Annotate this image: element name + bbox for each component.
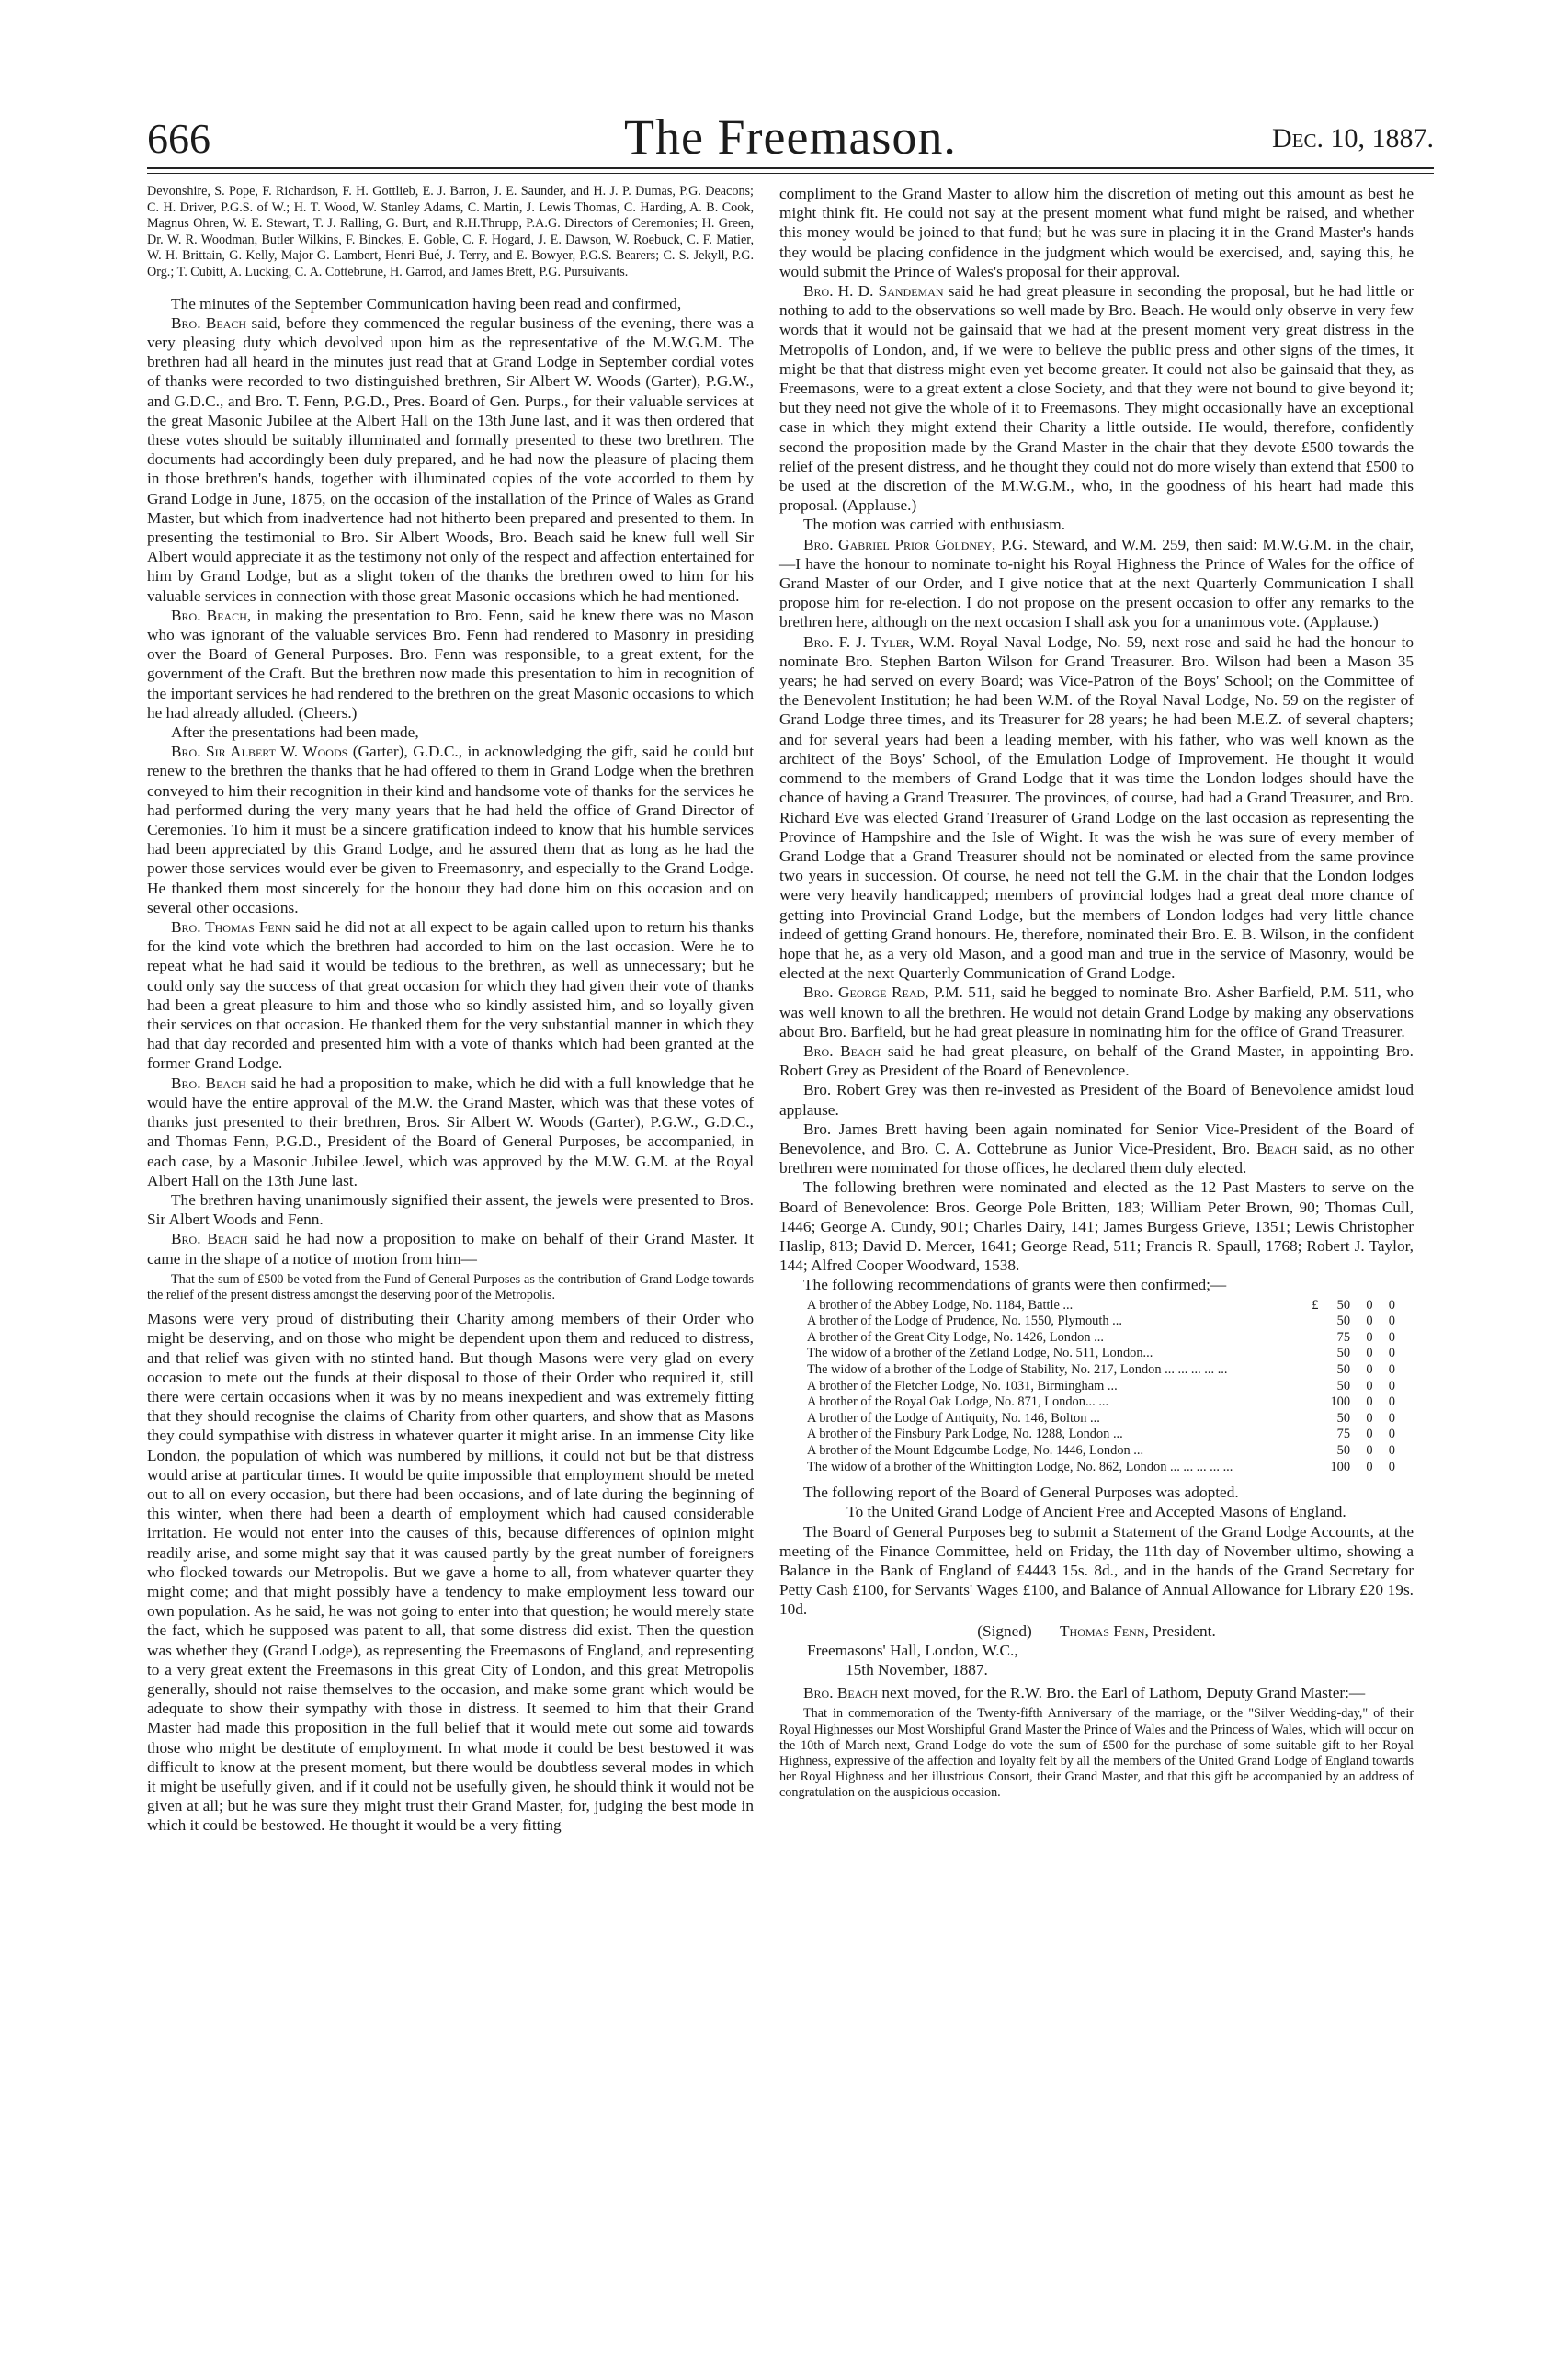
speaker-name: Bro. Beach [803, 1041, 881, 1060]
grant-currency [1303, 1330, 1322, 1347]
grant-pounds: 50 [1336, 1361, 1351, 1377]
paragraph: The motion was carried with enthusiasm. [803, 516, 1066, 534]
grant-shillings: 0 [1366, 1427, 1373, 1442]
paragraph: The brethren having unanimously signified their assent, the jewels were presented to Bros. Sir Albert Woods and Fenn. [147, 1190, 754, 1229]
signature-line: (Signed) Thomas Fenn, President. [977, 1621, 1216, 1640]
grant-currency [1303, 1443, 1322, 1460]
masthead-rule [147, 167, 1434, 169]
grant-shillings: 0 [1366, 1394, 1373, 1410]
grant-currency [1303, 1411, 1322, 1428]
speaker-name: Beach [1256, 1139, 1298, 1157]
grant-pence: 0 [1388, 1427, 1395, 1442]
right-column [779, 184, 1414, 1807]
grant-pence: 0 [1388, 1297, 1395, 1313]
paragraph: The following recommendations of grants were then confirmed;— [803, 1276, 1227, 1294]
grant-pounds: 50 [1336, 1442, 1351, 1458]
grant-currency: £ [1312, 1297, 1319, 1313]
grant-pence: 0 [1388, 1410, 1395, 1426]
paragraph: Bro. Sir Albert W. Woods (Garter), G.D.C., in acknowledging the gift, said he could but renew to the brethren the thanks that he had offered to them in Grand Lodge when the brethren conveyed to him their recognition in their kind and handsome vote of thanks for the services he had performed during the very many years that he had held the office of Grand Director of Ceremonies. To him it must be a sincere gratification indeed to know that his humble services had been appreciated by this Grand Lodge, and he assured them that as long as he had the power those services would ever be given to Freemasonry, and especially to the Grand Lodge. He thanked them most sincerely for the honour they had done him on this occasion and on several other occasions. [147, 743, 754, 916]
masthead-rule-thin [147, 173, 1434, 174]
speaker-name: Bro. Sir Albert W. Woods [171, 743, 348, 761]
speaker-name: Bro. Beach [803, 1684, 879, 1702]
grant-currency [1303, 1346, 1322, 1362]
paragraph: Bro. Gabriel Prior Goldney, P.G. Steward, and W.M. 259, then said: M.W.G.M. in the chair,—I have the honour to nominate to-night his Royal Highness the Prince of Wales for the office of Grand Master of our Order, and I give notice that at the next Quarterly Communication I shall propose him for re-election. I do not propose on the present occasion to offer any remarks to the brethren here, although on the next occasion I shall ask you for a unanimous vote. (Applause.) [779, 535, 1414, 631]
officers-list: Devonshire, S. Pope, F. Richardson, F. H. Gottlieb, E. J. Barron, J. E. Saunder, and H. J. P. Dumas, P.G. Deacons; C. H. Driver, P.G.S. of W.; H. T. Wood, W. Stanley Adams, C. Martin, J. Lewis Thomas, C. Harding, A. B. Cook, Magnus Ohren, W. E. Stewart, T. J. Ralling, G. Burt, and R.H.Thrupp, P.A.G. Directors of Ceremonies; H. Green, Dr. W. R. Woodman, Butler Wilkins, F. Binckes, E. Goble, C. F. Hogard, J. E. Dawson, W. Roebuck, C. F. Matier, W. H. Brittain, G. Kelly, Major G. Lambert, Henri Bué, J. Terry, and E. Bowyer, P.G.S. Bearers; C. S. Jekyll, P.G. Org.; T. Cubitt, A. Lucking, C. A. Cottebrune, H. Garrod, and James Brett, P.G. Pursuivants. [147, 184, 754, 279]
grant-description: A brother of the Lodge of Antiquity, No. 146, Bolton ... [807, 1410, 1100, 1426]
grant-shillings: 0 [1366, 1378, 1373, 1393]
paragraph: Bro. Beach said he had great pleasure, on behalf of the Grand Master, in appointing Bro. Robert Grey as President of the Board of Benevolence. [779, 1041, 1414, 1080]
paragraph: Bro. F. J. Tyler, W.M. Royal Naval Lodge, No. 59, next rose and said he had the honour to nominate Bro. Stephen Barton Wilson for Grand Treasurer. Bro. Wilson had been a Mason 35 years; he had served on every Board; was Vice-Patron of the Boys' School; on the Committee of the Benevolent Institution; he had been W.M. of the Royal Naval Lodge, No. 59 on the register of Grand Lodge three times, and its Treasurer for 28 years; he had been M.E.Z. of several chapters; and for several years had been a leading member, with his father, who was well known as the architect of the Boys' School, of the Emulation Lodge of Improvement. He thought it would commend to the members of Grand Lodge that it was time the London lodges should have the chance of having a Grand Treasurer. The provinces, of course, had had a Grand Treasurer, and Bro. Richard Eve was elected Grand Treasurer of Grand Lodge on the last occasion as representing the Province of Hampshire and the Isle of Wight. It was the wish he was sure of every member of Grand Lodge that a Grand Treasurer should not be nominated or elected from the same province two years in succession. Of course, he need not tell the G.M. in the chair that the London lodges were very heavily handicapped; members of provincial lodges had a great deal more chance of getting into Provincial Grand Lodge, but the members of London lodges had very little chance indeed of getting Grand honours. He, therefore, nominated their Bro. E. B. Wilson, in the confident hope that he, as a very old Mason, and a good man and true in the service of Masonry, would be elected at the next Quarterly Communication of Grand Lodge. [779, 632, 1415, 983]
paragraph: The Board of General Purposes beg to submit a Statement of the Grand Lodge Accounts, at the meeting of the Finance Committee, held on Friday, the 11th day of November ultimo, showing a Balance in the Bank of England of £4443 15s. 8d., and in the hands of the Grand Secretary for Petty Cash £100, for Servants' Wages £100, and Balance of Annual Allowance for Library £20 19s. 10d. [779, 1522, 1414, 1619]
paragraph: The minutes of the September Communication having been read and confirmed, [171, 294, 682, 313]
paragraph: The following brethren were nominated and elected as the 12 Past Masters to serve on the Board of Benevolence: Bros. George Pole Britten, 183; William Peter Brown, 90; Thomas Cull, 1446; George A. Cundy, 901; Charles Dairy, 141; James Burgess Grieve, 1351; Lewis Christopher Haslip, 813; David D. Mercer, 1641; George Read, 511; Francis R. Spaull, 1768; Robert J. Taylor, 144; Alfred Cooper Woodward, 1538. [779, 1178, 1414, 1275]
grant-row [807, 1330, 1395, 1347]
grant-pounds: 50 [1336, 1378, 1351, 1393]
report-heading: To the United Grand Lodge of Ancient Free and Accepted Masons of England. [846, 1503, 1346, 1521]
grant-description: A brother of the Fletcher Lodge, No. 1031, Birmingham ... [807, 1378, 1118, 1393]
grant-shillings: 0 [1366, 1410, 1373, 1426]
paragraph: Bro. Robert Grey was then re-invested as President of the Board of Benevolence amidst loud applause. [779, 1081, 1414, 1119]
issue-date: Dec. 10, 1887. [1272, 123, 1434, 154]
grant-pounds: 50 [1336, 1314, 1351, 1329]
grant-pence: 0 [1388, 1346, 1395, 1361]
grant-shillings: 0 [1366, 1297, 1373, 1313]
grant-pounds: 50 [1336, 1297, 1351, 1313]
paragraph: Bro. Thomas Fenn said he did not at all expect to be again called upon to return his thanks for the kind vote which the brethren had accorded to him on the last occasion. Were he to repeat what he had said it would be tedious to the brethren, as well as unnecessary; but he could only say the success of that great occasion for which they had given their vote of thanks had been a great pleasure to him and those who so kindly assisted him, and so loyally given their services on that occasion. He thanked them for the very substantial manner in which they had that day recorded and presented him with a vote of thanks which had been granted at the former Grand Lodge. [147, 918, 754, 1073]
grant-description: The widow of a brother of the Whittington Lodge, No. 862, London ... ... ... ... ... [807, 1459, 1233, 1474]
masthead [147, 108, 1434, 164]
grant-shillings: 0 [1366, 1329, 1373, 1345]
paragraph: Bro. Beach, in making the presentation to Bro. Fenn, said he knew there was no Mason who was ignorant of the valuable services Bro. Fenn had rendered to Masonry in presiding over the Board of General Purposes. Bro. Fenn was responsible, to a great extent, for the government of the Craft. But the brethren now made this presentation to him in recognition of the important services he had rendered to the brethren on the great Masonic occasions to which he had already alluded. (Cheers.) [147, 606, 754, 722]
speaker-name: Bro. Gabriel Prior Goldney, [803, 535, 996, 553]
grant-pounds: 50 [1336, 1410, 1351, 1426]
grant-description: A brother of the Finsbury Park Lodge, No. 1288, London ... [807, 1427, 1123, 1442]
grant-shillings: 0 [1366, 1459, 1373, 1474]
grant-row [807, 1443, 1395, 1460]
grant-pounds: 50 [1336, 1346, 1351, 1361]
grant-shillings: 0 [1366, 1361, 1373, 1377]
grant-currency [1303, 1460, 1322, 1476]
grant-description: A brother of the Abbey Lodge, No. 1184, Battle ... [807, 1297, 1074, 1313]
grant-pence: 0 [1388, 1378, 1395, 1393]
address: Freemasons' Hall, London, W.C., [807, 1641, 1018, 1659]
paragraph: Bro. H. D. Sandeman said he had great pleasure in seconding the proposal, but he had little or nothing to add to the observations so well made by Bro. Beach. He would only observe in very few words that it would not be gainsaid that we had at the present moment very great distress in the Metropolis of London, and, if we were to believe the public press and other signs of the times, it might be that that distress might even yet become greater. It could not also be gainsaid that they, as Freemasons, were to a great extent a close Society, and that they were not bound to give beyond it; but they need not give the whole of it to Freemasons. They might occasionally have an exceptional case in which they might extend their Charity a little outside. He would, therefore, confidently second the proposition made by the Grand Master in the chair that they devote £500 towards the relief of the present distress, and he thought they could not do more wisely than extend that £500 to be used at the discretion of the M.W.G.M., who, in the goodness of his heart had made this proposal. (Applause.) [779, 282, 1414, 515]
grant-pence: 0 [1388, 1459, 1395, 1474]
grant-row [807, 1362, 1395, 1379]
paragraph: Bro. Beach next moved, for the R.W. Bro. the Earl of Lathom, Deputy Grand Master:— [803, 1684, 1366, 1702]
grant-pence: 0 [1388, 1394, 1395, 1410]
signatory-name: Thomas Fenn, [1059, 1621, 1149, 1640]
grant-pence: 0 [1388, 1329, 1395, 1345]
grant-pounds: 75 [1336, 1329, 1351, 1345]
grant-currency [1303, 1427, 1322, 1443]
grant-row [807, 1314, 1395, 1330]
speaker-name: Bro. Beach, [171, 606, 252, 624]
motion-text: That in commemoration of the Twenty-fifth Anniversary of the marriage, or the "Silver Wedding-day," of their Royal Highnesses our Most Worshipful Grand Master the Prince of Wales and the Princess of Wales, which will occur on the 10th of March next, Grand Lodge do vote the sum of £500 for the purchase of some suitable gift to her Royal Highness, expressive of the affection and loyalty felt by all the members of the United Grand Lodge of England towards her Royal Highness and her illustrious Consort, their Grand Master, and that this gift be accompanied by an address of congratulation on the auspicious occasion. [779, 1706, 1414, 1801]
grant-pounds: 75 [1336, 1427, 1351, 1442]
speaker-name: Bro. Beach [171, 313, 247, 332]
grant-description: A brother of the Mount Edgcumbe Lodge, No. 1446, London ... [807, 1442, 1144, 1458]
paragraph: Bro. Beach said he had a proposition to make, which he did with a full knowledge that he would have the entire approval of the M.W. the Grand Master, which was that these votes of thanks just presented to their brethren, Bros. Sir Albert W. Woods (Garter), P.G.W., G.D.C., and Thomas Fenn, P.G.D., President of the Board of General Purposes, be accompanied, in each case, by a Masonic Jubilee Jewel, which was approved by the M.W. G.M. at the Royal Albert Hall on the 13th June last. [147, 1074, 754, 1189]
grant-row [807, 1394, 1395, 1411]
grant-currency [1303, 1314, 1322, 1330]
grant-description: The widow of a brother of the Lodge of Stability, No. 217, London ... ... ... ... ... [807, 1361, 1228, 1377]
grant-row [807, 1298, 1395, 1314]
paragraph: Bro. George Read, P.M. 511, said he begged to nominate Bro. Asher Barfield, P.M. 511, who was well known to all the brethren. He would not detain Grand Lodge by making any observations about Bro. Barfield, but he had great pleasure in nominating him for the office of Grand Treasurer. [779, 984, 1414, 1041]
grant-description: A brother of the Lodge of Prudence, No. 1550, Plymouth ... [807, 1314, 1122, 1329]
paragraph: compliment to the Grand Master to allow him the discretion of meting out this amount as best he might think fit. He could not say at the present moment what fund might be raised, and whether this money would be joined to that fund; but he was sure in placing it in the Grand Master's hands they would be placing confidence in the judgment which would be exercised, and, saying this, he would submit the Prince of Wales's proposal for their approval. [779, 185, 1414, 280]
grant-pence: 0 [1388, 1442, 1395, 1458]
grant-pounds: 100 [1330, 1394, 1351, 1410]
grant-row [807, 1379, 1395, 1395]
newspaper-title: The Freemason. [624, 109, 957, 165]
paragraph: The following report of the Board of General Purposes was adopted. [803, 1484, 1239, 1502]
speaker-name: Bro. Beach [171, 1230, 248, 1248]
grant-shillings: 0 [1366, 1442, 1373, 1458]
grant-description: A brother of the Great City Lodge, No. 1426, London ... [807, 1329, 1104, 1345]
grant-row [807, 1460, 1395, 1476]
speaker-name: Bro. Thomas Fenn [171, 918, 291, 937]
grant-currency [1303, 1394, 1322, 1411]
grant-description: A brother of the Royal Oak Lodge, No. 871, London... ... [807, 1394, 1109, 1410]
paragraph: Bro. Beach said, before they commenced the regular business of the evening, there was a very pleasing duty which devolved upon him as the representative of the M.W.G.M. The brethren had all heard in the minutes just read that at Grand Lodge in September cordial votes of thanks were recorded to two distinguished brethren, Sir Albert W. Woods (Garter), P.G.W., and G.D.C., and Bro. T. Fenn, P.G.D., Pres. Board of Gen. Purps., for their valuable services at the great Masonic Jubilee at the Albert Hall on the 13th June last, and it was then ordered that these votes should be suitably illuminated and formally presented to these two brethren. The documents had accordingly been duly prepared, and he had now the pleasure of placing them in those brethren's hands, together with illuminated copies of the vote accorded to them by Grand Lodge in June, 1875, on the occasion of the installation of the Prince of Wales as Grand Master, but which from inadvertence had not hitherto been prepared and presented to them. In presenting the testimonial to Bro. Sir Albert Woods, Bro. Beach said he knew full well Sir Albert would appreciate it as the testimony not only of the respect and affection entertained for him by Grand Lodge, but as a slight token of the thanks the brethren owed to him for his valuable services in connection with those great Masonic occasions which he had mentioned. [147, 313, 755, 605]
paragraph: After the presentations had been made, [171, 723, 419, 742]
grant-currency [1303, 1362, 1322, 1379]
address-date: 15th November, 1887. [846, 1660, 988, 1678]
speaker-name: Bro. F. J. Tyler, [803, 632, 915, 651]
grant-pence: 0 [1388, 1361, 1395, 1377]
grant-row [807, 1427, 1395, 1443]
paragraph: Bro. James Brett having been again nominated for Senior Vice-President of the Board of Benevolence, and Bro. C. A. Cottebrune as Junior Vice-President, Bro. Beach said, as no other brethren were nominated for those offices, he declared them duly elected. [779, 1120, 1415, 1177]
grant-pounds: 100 [1330, 1459, 1351, 1474]
paragraph: Masons were very proud of distributing their Charity among members of their Order who might be deserving, and on those who might be dependent upon them and reduced to distress, and that relief was given with no stinted hand. But though Masons were very glad on every occasion to mete out the funds at their disposal to those of their Order who required it, still there were certain occasions when it was by no means inexpedient and was extremely fitting that they should recognise the claims of Charity from other quarters, and show that as Masons they could sympathise with distress in whatever quarter it might arise. In an immense City like London, the population of which was numbered by millions, it could not but be that distress would arise at particular times. It would be quite impossible that employment should be meted out to all on every occasion, but there had been occasions, and of late during the beginning of this winter, when there had been a dearth of employment which had caused considerable irritation. He would not enter into the causes of this, because differences of opinion might readily arise, and some might say that it was caused partly by the great number of foreigners who flocked towards our Metropolis. But we gave a home to all, from whatever quarter they might come; and that might possibly have a tendency to make employment less toward our own population. As he said, he was not going to enter into that question; he would merely state the fact, which he supposed was patent to all, that some distress did exist. Then the question was whether they (Grand Lodge), as representing the Freemasons of England, and representing to a very great extent the Freemasons in this great City of London, and this great Metropolis generally, should not raise themselves to the occasion, and make some grant which would be adequate to show their sympathy with those in distress. It seemed to him that their Grand Master had made this proposition in the full belief that it would mete out some aid towards those who might be destitute of employment. In what mode it could be best bestowed it was difficult to know at the present moment, but there would be doubtless several modes in which it might be usefully given, and if it could not be usefully given, he should think it would not be given at all; but he was sure they might trust their Grand Master, for, judging the best mode in which it could be bestowed. He thought it would be a very fitting [147, 1310, 754, 1835]
grant-row [807, 1411, 1395, 1428]
motion-text: That the sum of £500 be voted from the Fund of General Purposes as the contribution of Grand Lodge towards the relief of the present distress amongst the deserving poor of the Metropolis. [147, 1271, 754, 1302]
paragraph: Bro. Beach said he had now a proposition to make on behalf of their Grand Master. It came in the shape of a notice of motion from him— [147, 1230, 755, 1268]
grant-currency [1303, 1379, 1322, 1395]
grant-shillings: 0 [1366, 1314, 1373, 1329]
grant-description: The widow of a brother of the Zetland Lodge, No. 511, London... [807, 1346, 1153, 1361]
grant-pence: 0 [1388, 1314, 1395, 1329]
page-number: 666 [147, 115, 210, 162]
grants-table [807, 1298, 1395, 1476]
speaker-name: Bro. H. D. Sandeman [803, 282, 944, 301]
speaker-name: Bro. Beach [171, 1074, 246, 1092]
left-column [147, 184, 754, 1836]
grant-shillings: 0 [1366, 1346, 1373, 1361]
speaker-name: Bro. George Read, [803, 984, 929, 1002]
grant-row [807, 1346, 1395, 1362]
